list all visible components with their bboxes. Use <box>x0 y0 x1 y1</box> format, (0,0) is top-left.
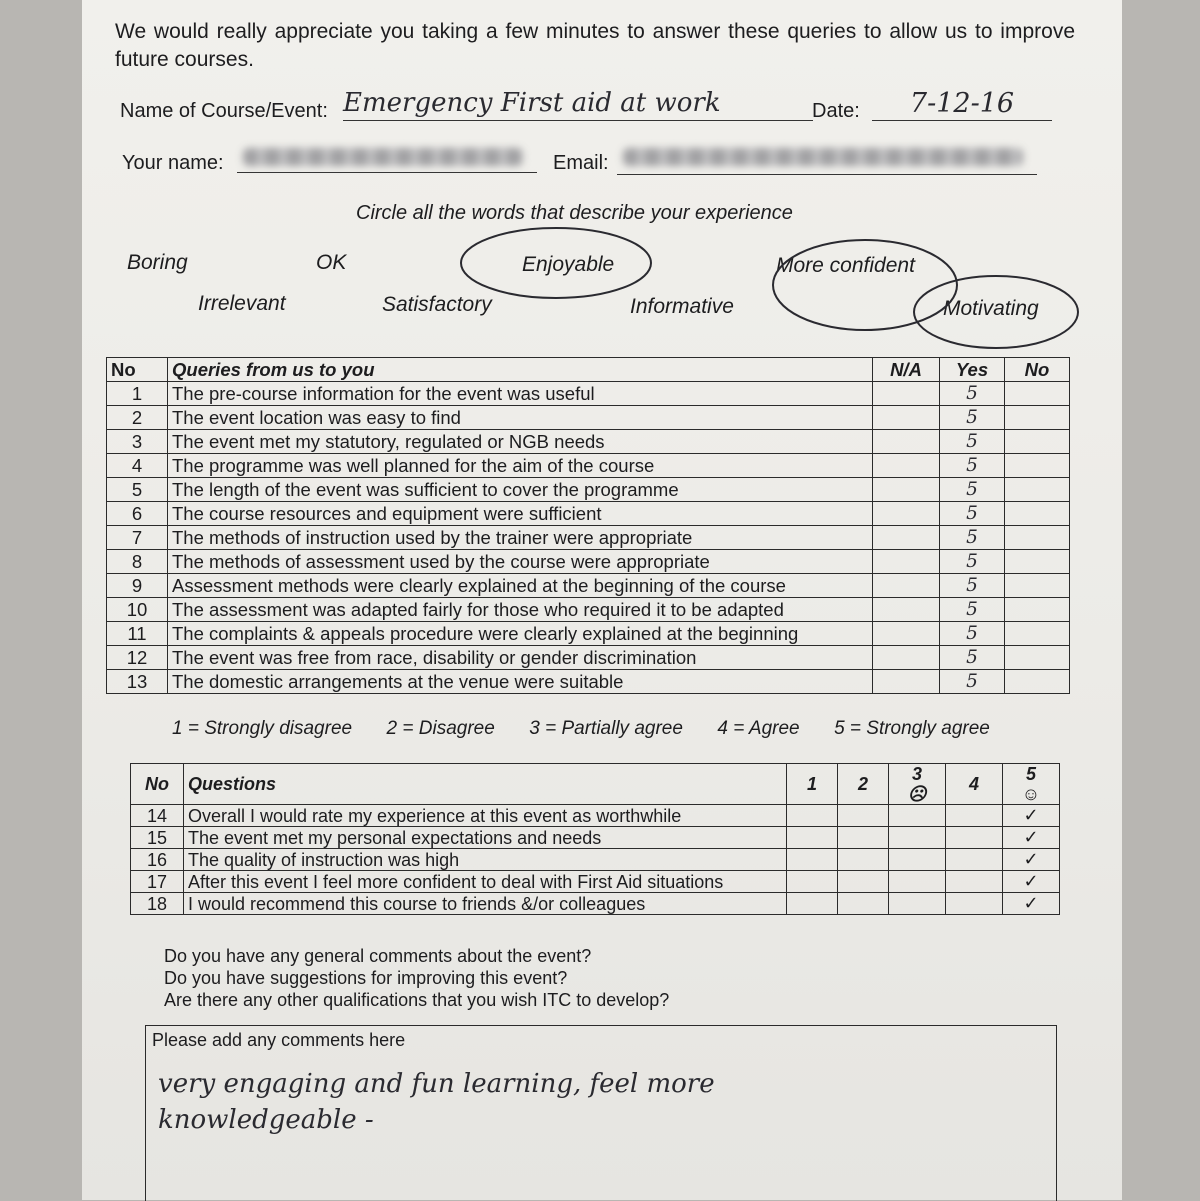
rating-5-cell[interactable]: ✓ <box>1003 805 1060 827</box>
queries-table <box>106 357 1070 694</box>
row-text: The complaints & appeals procedure were clearly explained at the beginning <box>168 622 873 646</box>
comment-line-2: knowledgeable - <box>158 1105 374 1135</box>
rating-2-header: 2 <box>838 764 889 805</box>
rating-5-cell[interactable]: ✓ <box>1003 871 1060 893</box>
no-cell[interactable] <box>1005 478 1070 502</box>
no-cell[interactable] <box>1005 526 1070 550</box>
rating-2-cell[interactable] <box>838 805 889 827</box>
no-cell[interactable] <box>1005 382 1070 406</box>
na-cell[interactable] <box>873 670 940 694</box>
row-number: 5 <box>107 478 168 502</box>
row-number: 10 <box>107 598 168 622</box>
row-number: 4 <box>107 454 168 478</box>
table-row <box>131 893 1060 915</box>
comment-prompts <box>164 945 669 1011</box>
scale-4: 4 = Agree <box>717 718 800 739</box>
yes-cell[interactable]: 5 <box>940 430 1005 454</box>
rating-4-cell[interactable] <box>946 893 1003 915</box>
scale-3: 3 = Partially agree <box>529 718 683 739</box>
na-cell[interactable] <box>873 598 940 622</box>
rating-4-cell[interactable] <box>946 871 1003 893</box>
comments-box[interactable] <box>145 1025 1057 1201</box>
table-row <box>107 598 1070 622</box>
row-number: 14 <box>131 805 184 827</box>
row-number: 7 <box>107 526 168 550</box>
row-text: The course resources and equipment were sufficient <box>168 502 873 526</box>
table-row <box>131 827 1060 849</box>
comments-label: Please add any comments here <box>152 1030 406 1050</box>
na-cell[interactable] <box>873 622 940 646</box>
row-text: The pre-course information for the event was useful <box>168 382 873 406</box>
no-header: No <box>1005 358 1070 382</box>
rating-4-header: 4 <box>946 764 1003 805</box>
yes-cell[interactable]: 5 <box>940 646 1005 670</box>
questions-table <box>130 763 1060 915</box>
table-row <box>107 502 1070 526</box>
row-text: I would recommend this course to friends &/or colleagues <box>184 893 787 915</box>
rating-3-cell[interactable] <box>889 871 946 893</box>
rating-1-cell[interactable] <box>787 849 838 871</box>
yes-cell[interactable]: 5 <box>940 550 1005 574</box>
row-text: The length of the event was sufficient to cover the programme <box>168 478 873 502</box>
row-text: The event was free from race, disability or gender discrimination <box>168 646 873 670</box>
table-row <box>107 574 1070 598</box>
no-cell[interactable] <box>1005 454 1070 478</box>
no-cell[interactable] <box>1005 502 1070 526</box>
rating-1-cell[interactable] <box>787 871 838 893</box>
yes-cell[interactable]: 5 <box>940 598 1005 622</box>
word-informative[interactable]: Informative <box>630 295 734 318</box>
row-number: 12 <box>107 646 168 670</box>
na-cell[interactable] <box>873 430 940 454</box>
no-cell[interactable] <box>1005 550 1070 574</box>
neutral-face-icon: ☹ <box>907 784 927 804</box>
no-cell[interactable] <box>1005 670 1070 694</box>
na-cell[interactable] <box>873 382 940 406</box>
no-cell[interactable] <box>1005 646 1070 670</box>
row-number: 9 <box>107 574 168 598</box>
rating-1-header: 1 <box>787 764 838 805</box>
table-row <box>107 550 1070 574</box>
rating-5-label: 5 <box>1025 764 1036 784</box>
rating-4-cell[interactable] <box>946 827 1003 849</box>
row-number: 3 <box>107 430 168 454</box>
rating-3-header <box>889 764 946 805</box>
word-satisfactory[interactable]: Satisfactory <box>382 293 492 316</box>
course-value: Emergency First aid at work <box>343 88 721 118</box>
na-cell[interactable] <box>873 454 940 478</box>
rating-3-cell[interactable] <box>889 893 946 915</box>
name-label: Your name: <box>122 152 224 174</box>
comment-line-1: very engaging and fun learning, feel more <box>158 1069 715 1099</box>
date-value: 7-12-16 <box>909 88 1015 119</box>
table-row <box>107 454 1070 478</box>
rating-1-cell[interactable] <box>787 827 838 849</box>
row-number: 1 <box>107 382 168 406</box>
row-number: 18 <box>131 893 184 915</box>
table-row <box>131 805 1060 827</box>
prompt-suggestions: Do you have suggestions for improving this event? <box>164 968 568 988</box>
row-number: 17 <box>131 871 184 893</box>
yes-cell[interactable]: 5 <box>940 622 1005 646</box>
questions-no-header: No <box>131 764 184 805</box>
row-text: The methods of assessment used by the course were appropriate <box>168 550 873 574</box>
rating-5-cell[interactable]: ✓ <box>1003 893 1060 915</box>
word-enjoyable[interactable]: Enjoyable <box>522 253 615 276</box>
no-cell[interactable] <box>1005 406 1070 430</box>
rating-5-header <box>1003 764 1060 805</box>
yes-cell[interactable]: 5 <box>940 502 1005 526</box>
scale-5: 5 = Strongly agree <box>834 718 990 739</box>
word-more-confident[interactable]: More confident <box>776 254 915 277</box>
date-label: Date: <box>812 100 860 122</box>
row-text: Overall I would rate my experience at this event as worthwhile <box>184 805 787 827</box>
circle-enjoyable <box>461 228 651 298</box>
rating-5-cell[interactable]: ✓ <box>1003 827 1060 849</box>
rating-3-label: 3 <box>911 764 922 784</box>
rating-2-cell[interactable] <box>838 871 889 893</box>
word-ok[interactable]: OK <box>316 251 347 274</box>
circle-instruction: Circle all the words that describe your experience <box>356 202 793 224</box>
row-text: The assessment was adapted fairly for those who required it to be adapted <box>168 598 873 622</box>
yes-cell[interactable]: 5 <box>940 670 1005 694</box>
row-text: The event met my statutory, regulated or NGB needs <box>168 430 873 454</box>
na-cell[interactable] <box>873 406 940 430</box>
queries-title-header: Queries from us to you <box>168 358 873 382</box>
row-number: 2 <box>107 406 168 430</box>
row-text: Assessment methods were clearly explained at the beginning of the course <box>168 574 873 598</box>
circle-more-confident <box>773 240 957 330</box>
yes-cell[interactable]: 5 <box>940 382 1005 406</box>
rating-1-cell[interactable] <box>787 893 838 915</box>
rating-1-cell[interactable] <box>787 805 838 827</box>
email-label: Email: <box>553 152 609 174</box>
table-row <box>107 622 1070 646</box>
rating-2-cell[interactable] <box>838 849 889 871</box>
table-row <box>107 670 1070 694</box>
no-cell[interactable] <box>1005 430 1070 454</box>
table-row <box>131 871 1060 893</box>
intro-text: We would really appreciate you taking a few minutes to answer these queries to allow us to improve future courses. <box>115 20 1075 71</box>
na-cell[interactable] <box>873 574 940 598</box>
table-row <box>107 430 1070 454</box>
row-number: 8 <box>107 550 168 574</box>
row-number: 15 <box>131 827 184 849</box>
yes-cell[interactable]: 5 <box>940 526 1005 550</box>
table-row <box>107 382 1070 406</box>
queries-no-header: No <box>107 358 168 382</box>
no-cell[interactable] <box>1005 598 1070 622</box>
yes-cell[interactable]: 5 <box>940 406 1005 430</box>
word-boring[interactable]: Boring <box>127 251 188 274</box>
row-number: 6 <box>107 502 168 526</box>
yes-cell[interactable]: 5 <box>940 574 1005 598</box>
na-cell[interactable] <box>873 646 940 670</box>
table-row <box>107 478 1070 502</box>
row-text: The programme was well planned for the aim of the course <box>168 454 873 478</box>
row-text: The methods of instruction used by the trainer were appropriate <box>168 526 873 550</box>
no-cell[interactable] <box>1005 622 1070 646</box>
na-cell[interactable] <box>873 526 940 550</box>
row-number: 16 <box>131 849 184 871</box>
na-cell[interactable] <box>873 478 940 502</box>
prompt-general: Do you have any general comments about the event? <box>164 946 592 966</box>
table-row <box>107 646 1070 670</box>
word-irrelevant[interactable]: Irrelevant <box>198 292 286 315</box>
circle-marks <box>0 0 1200 360</box>
na-header: N/A <box>873 358 940 382</box>
course-label: Name of Course/Event: <box>120 100 328 122</box>
yes-cell[interactable]: 5 <box>940 478 1005 502</box>
questions-title-header: Questions <box>184 764 787 805</box>
scale-1: 1 = Strongly disagree <box>172 718 353 739</box>
word-motivating[interactable]: Motivating <box>943 297 1039 320</box>
questions-header-row <box>131 764 1060 805</box>
row-number: 11 <box>107 622 168 646</box>
table-row <box>131 849 1060 871</box>
rating-2-cell[interactable] <box>838 893 889 915</box>
row-number: 13 <box>107 670 168 694</box>
row-text: The event location was easy to find <box>168 406 873 430</box>
no-cell[interactable] <box>1005 574 1070 598</box>
row-text: The quality of instruction was high <box>184 849 787 871</box>
rating-scale <box>172 718 1020 740</box>
prompt-qualifications: Are there any other qualifications that you wish ITC to develop? <box>164 990 670 1010</box>
table-row <box>107 526 1070 550</box>
na-cell[interactable] <box>873 550 940 574</box>
rating-4-cell[interactable] <box>946 849 1003 871</box>
rating-5-cell[interactable]: ✓ <box>1003 849 1060 871</box>
smiley-face-icon: ☺ <box>1021 784 1041 804</box>
table-row <box>107 406 1070 430</box>
rating-3-cell[interactable] <box>889 805 946 827</box>
yes-cell[interactable]: 5 <box>940 454 1005 478</box>
rating-4-cell[interactable] <box>946 805 1003 827</box>
na-cell[interactable] <box>873 502 940 526</box>
row-text: After this event I feel more confident to deal with First Aid situations <box>184 871 787 893</box>
rating-2-cell[interactable] <box>838 827 889 849</box>
scale-2: 2 = Disagree <box>386 718 495 739</box>
row-text: The domestic arrangements at the venue were suitable <box>168 670 873 694</box>
rating-3-cell[interactable] <box>889 849 946 871</box>
rating-3-cell[interactable] <box>889 827 946 849</box>
yes-header: Yes <box>940 358 1005 382</box>
queries-header-row <box>107 358 1070 382</box>
comments-text <box>158 1066 1038 1138</box>
row-text: The event met my personal expectations and needs <box>184 827 787 849</box>
